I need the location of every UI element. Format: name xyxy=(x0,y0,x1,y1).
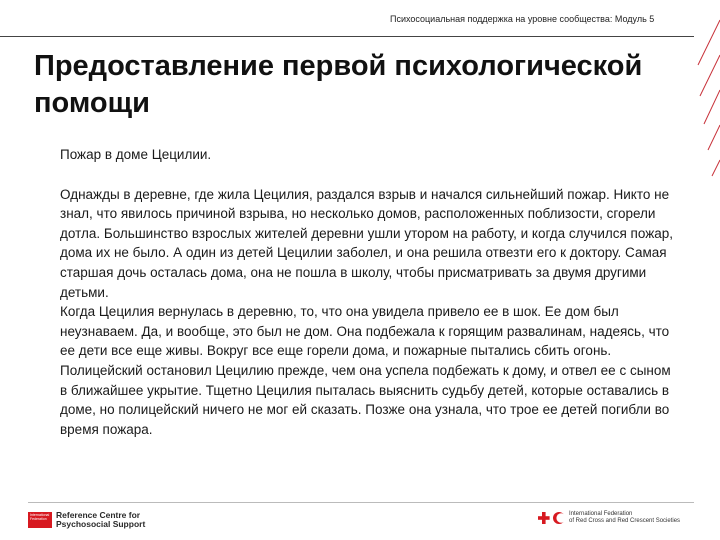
stripe-line xyxy=(708,125,720,150)
stripe-line xyxy=(704,90,720,124)
module-header: Психосоциальная поддержка на уровне сообщества: Модуль 5 xyxy=(390,14,655,24)
psychosocial-centre-logo xyxy=(28,511,145,529)
ifrc-red-box: International Federation xyxy=(28,512,52,528)
story-paragraph-2: Когда Цецилия вернулась в деревню, то, что она увидела привело ее в шок. Ее дом был неузнаваем. Да, и вообще, это был не дом. Она подбежала к горящим развалинам, надеясь, что ее дети все еще живы. Вокруг все еще горели дома, и пожарные пытались сбить огонь. Полицейский остановил Цецилию прежде, чем она успела подбежать к дому, и отвел ее с сыном в ближайшее укрытие. Тщетно Цецилия пыталась выяснить судьбу детей, которые оставались в доме, но полицейский ничего не мог ей сказать. Позже она узнала, что трое ее детей погибли во время пожара. xyxy=(60,304,671,437)
red-cross-crescent-icon xyxy=(538,511,566,525)
slide-title: Предоставление первой психологической помощи xyxy=(34,50,643,119)
ifrc-text xyxy=(569,511,680,525)
header-divider xyxy=(0,36,694,37)
ifrc-line-1: International Federation xyxy=(569,511,633,517)
reference-centre-line-2: Psychosocial Support xyxy=(56,519,146,529)
slide-body xyxy=(60,145,675,439)
reference-centre-line-1: Reference Centre for xyxy=(56,510,141,520)
story-paragraph-1: Однажды в деревне, где жила Цецилия, раздался взрыв и начался сильнейший пожар. Никто не знал, что явилось причиной взрыва, но несколько домов, расположенных поблизости, сгорели дотла. Большинство взрослых жителей деревни ушли утором на работу, и когда случился пожар, дома их не было. А один из детей Цецилии заболел, и она решила отвезти его к доктору. Самая старшая дочь осталась дома, она не пошла в школу, чтобы присматривать за двумя другими детьми. xyxy=(60,186,674,300)
story-title: Пожар в доме Цецилии. xyxy=(60,147,212,162)
ifrc-line-2: of Red Cross and Red Crescent Societies xyxy=(569,518,681,524)
stripe-line xyxy=(712,160,720,176)
footer-divider xyxy=(28,502,694,503)
reference-centre-text xyxy=(56,511,145,529)
ifrc-logo xyxy=(538,511,680,525)
